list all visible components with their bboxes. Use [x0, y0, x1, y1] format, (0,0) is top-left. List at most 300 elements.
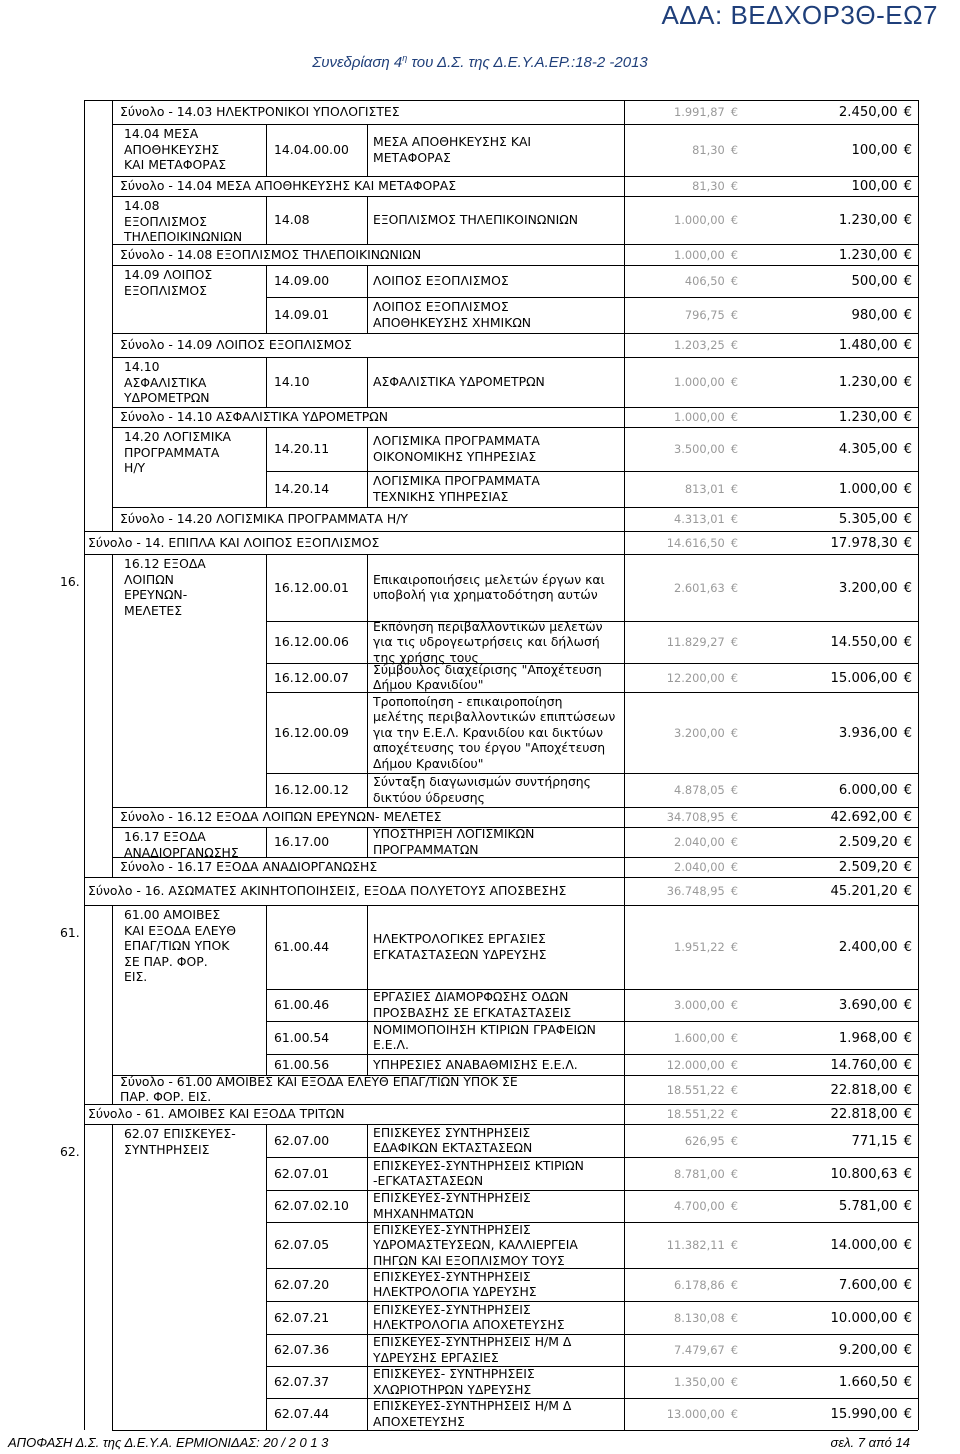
current-amount [742, 782, 912, 799]
euro-sign: € [730, 274, 738, 288]
prev-year-amount [624, 441, 738, 457]
col-rule-desc [367, 471, 368, 507]
prev-year-total-value: 18.551,22 [666, 1107, 725, 1121]
current-amount [742, 1133, 912, 1150]
col-rule-code [266, 1124, 267, 1157]
row-rule [112, 507, 918, 508]
current-amount [742, 834, 912, 851]
section-label: 14.08 ΕΞΟΠΛΙΣΜΟΣ ΤΗΛΕΠΟΙΚΙΝΩΝΙΩΝ [124, 198, 243, 245]
prev-year-amount-value: 12.200,00 [666, 670, 725, 685]
item-description: ΕΠΙΣΚΕΥΕΣ- ΣΥΝΤΗΡΗΣΕΙΣ ΧΛΩΡΙΟΤΗΡΩΝ ΥΔΡΕΥΣΗΣ [373, 1366, 535, 1397]
prev-year-total-value: 18.551,22 [666, 1082, 725, 1097]
euro-sign: € [730, 247, 738, 262]
euro-sign: € [903, 580, 912, 596]
prev-year-amount [624, 1342, 738, 1358]
col-rule-desc [367, 357, 368, 407]
current-amount [742, 481, 912, 498]
current-amount [742, 580, 912, 597]
euro-sign: € [903, 1407, 912, 1422]
item-description: ΕΠΙΣΚΕΥΕΣ-ΣΥΝΤΗΡΗΣΕΙΣ ΚΤΙΡΙΩΝ -ΕΓΚΑΤΑΣΤΑΣΕΩΝ [373, 1157, 584, 1189]
subtotal-label: Σύνολο - 14.20 ΛΟΓΙΣΜΙΚΑ ΠΡΟΓΡΑΜΜΑΤΑ Η/Υ [120, 511, 408, 527]
euro-sign: € [730, 1107, 738, 1121]
subtotal-label: Σύνολο - 14.03 ΗΛΕΚΤΡΟΝΙΚΟΙ ΥΠΟΛΟΓΙΣΤΕΣ [120, 104, 400, 120]
current-total [742, 883, 912, 900]
item-code: 61.00.44 [274, 939, 330, 954]
item-code: 62.07.36 [274, 1342, 330, 1357]
row-rule [266, 1268, 918, 1269]
row-rule [112, 176, 918, 177]
col-rule-desc [367, 554, 368, 621]
col-rule-desc [367, 1222, 368, 1268]
prev-year-amount [624, 374, 738, 390]
current-amount-value: 4.305,00 [838, 442, 898, 457]
current-amount [742, 634, 912, 651]
prev-year-total [624, 809, 738, 825]
prev-year-total-value: 81,30 [692, 179, 725, 193]
current-amount-value: 980,00 [851, 308, 898, 323]
euro-sign: € [903, 1310, 912, 1326]
current-amount [742, 725, 912, 742]
euro-sign: € [903, 512, 912, 527]
col-rule-code [266, 621, 267, 663]
prev-year-amount-value: 8.130,08 [674, 1310, 725, 1325]
prev-year-amount-value: 1.000,00 [674, 375, 725, 389]
row-rule [266, 1157, 918, 1158]
item-code: 16.12.00.12 [274, 782, 349, 797]
prev-year-amount [624, 1166, 738, 1182]
prev-year-amount [624, 782, 738, 798]
euro-sign: € [730, 1375, 738, 1389]
euro-sign: € [903, 940, 912, 955]
col-rule-desc [367, 989, 368, 1021]
prev-year-amount-value: 6.178,86 [674, 1277, 725, 1292]
footer-decision: ΑΠΟΦΑΣΗ Δ.Σ. της Δ.Ε.Υ.Α. ΕΡΜΙΟΝΙΔΑΣ: 20 / 2 0 1 3 [8, 1435, 329, 1450]
euro-sign: € [903, 1107, 912, 1122]
row-rule [112, 333, 918, 334]
col-rule-desc [367, 297, 368, 333]
item-description: ΛΟΙΠΟΣ ΕΞΟΠΛΙΣΜΟΣ ΑΠΟΘΗΚΕΥΣΗΣ ΧΗΜΙΚΩΝ [373, 299, 532, 330]
current-total [742, 1106, 912, 1123]
col-rule-code [266, 1054, 267, 1075]
euro-sign: € [730, 512, 738, 526]
col-rule-desc [367, 692, 368, 773]
euro-sign: € [730, 1238, 738, 1252]
item-code: 14.04.00.00 [274, 142, 349, 157]
euro-sign: € [730, 1199, 738, 1213]
prev-year-total [624, 247, 738, 263]
euro-sign: € [730, 375, 738, 389]
prev-year-amount [624, 1133, 738, 1149]
euro-sign: € [730, 580, 738, 595]
col-rule-code [266, 905, 267, 989]
col-rule-code [266, 427, 267, 471]
row-rule [112, 427, 918, 428]
euro-sign: € [903, 410, 912, 425]
current-amount-value: 15.006,00 [830, 670, 898, 686]
col-rule-desc [367, 1124, 368, 1157]
euro-sign: € [730, 1310, 738, 1325]
prev-year-amount [624, 142, 738, 158]
current-amount-value: 3.936,00 [838, 725, 898, 741]
row-rule [112, 357, 918, 358]
table-top-rule [84, 100, 918, 101]
table-left-rule [84, 100, 85, 1430]
current-amount-value: 5.781,00 [838, 1199, 898, 1214]
euro-sign: € [903, 535, 912, 551]
current-total-value: 22.818,00 [830, 1082, 898, 1098]
prev-year-total-value: 1.000,00 [674, 410, 725, 424]
item-description: Εκπόνηση περιβαλλοντικών μελετών για τις υδρογεωτρήσεις και δήλωσή της χρήσης τους [373, 618, 603, 665]
current-amount [742, 1198, 912, 1215]
group-number: 62. [60, 1144, 80, 1159]
item-code: 61.00.46 [274, 997, 330, 1012]
col-rule-desc [367, 265, 368, 297]
item-description: ΛΟΓΙΣΜΙΚΑ ΠΡΟΓΡΑΜΜΑΤΑ ΟΙΚΟΝΟΜΙΚΗΣ ΥΠΗΡΕΣΙΑΣ [373, 433, 540, 464]
prev-year-amount-value: 1.000,00 [674, 213, 725, 227]
prev-year-amount-value: 13.000,00 [666, 1407, 725, 1421]
item-description: ΕΠΙΣΚΕΥΕΣ ΣΥΝΤΗΡΗΣΕΙΣ ΕΔΑΦΙΚΩΝ ΕΚΤΑΣΤΑΣΕΩΝ [373, 1124, 533, 1156]
prev-year-total [624, 1106, 738, 1122]
current-amount [742, 1310, 912, 1327]
prev-year-amount [624, 1374, 738, 1390]
prev-year-amount [624, 1277, 738, 1293]
section-label: 14.04 ΜΕΣΑ ΑΠΟΘΗΚΕΥΣΗΣ ΚΑΙ ΜΕΤΑΦΟΡΑΣ [124, 126, 227, 173]
euro-sign: € [903, 105, 912, 120]
current-amount-value: 14.550,00 [830, 635, 898, 650]
subtotal-label: Σύνολο - 16.17 ΕΞΟΔΑ ΑΝΑΔΙΟΡΓΑΝΩΣΗΣ [120, 859, 378, 875]
euro-sign: € [903, 1133, 912, 1149]
session-prefix: Συνεδρίαση 4 [312, 54, 403, 71]
euro-sign: € [730, 1082, 738, 1097]
current-amount [742, 670, 912, 687]
prev-year-amount-value: 796,75 [684, 308, 725, 322]
prev-year-total [624, 511, 738, 527]
item-code: 14.20.11 [274, 441, 330, 456]
col-rule-code [266, 1268, 267, 1301]
euro-sign: € [903, 247, 912, 263]
current-amount-value: 2.400,00 [838, 940, 898, 955]
row-rule [266, 1366, 918, 1367]
row-rule [266, 1334, 918, 1335]
item-code: 14.08 [274, 212, 310, 227]
col-rule-code [266, 1334, 267, 1366]
euro-sign: € [903, 482, 912, 497]
euro-sign: € [730, 1277, 738, 1292]
euro-sign: € [903, 1030, 912, 1046]
euro-sign: € [903, 213, 912, 228]
current-total-value: 17.978,30 [830, 535, 898, 551]
euro-sign: € [730, 635, 738, 649]
section-label: 62.07 ΕΠΙΣΚΕΥΕΣ- ΣΥΝΤΗΡΗΣΕΙΣ [124, 1126, 236, 1157]
current-total-value: 1.230,00 [838, 247, 898, 263]
col-rule-section [112, 905, 113, 1104]
euro-sign: € [903, 670, 912, 686]
euro-sign: € [903, 143, 912, 158]
col-rule-desc [367, 663, 368, 692]
current-amount [742, 1166, 912, 1183]
prev-year-amount-value: 3.500,00 [674, 442, 725, 456]
col-rule-section [112, 100, 113, 531]
section-label: 14.20 ΛΟΓΙΣΜΙΚΑ ΠΡΟΓΡΑΜΜΑΤΑ Η/Υ [124, 429, 231, 476]
subtotal-label: Σύνολο - 61.00 ΑΜΟΙΒΕΣ ΚΑΙ ΕΞΟΔΑ ΕΛΕΥΘ ΕΠΑΓ/ΤΙΩΝ ΥΠΟΚ ΣΕ ΠΑΡ. ΦΟΡ. ΕΙΣ. [120, 1073, 518, 1105]
current-total [742, 859, 912, 876]
prev-year-amount [624, 307, 738, 323]
prev-year-amount-value: 11.829,27 [666, 635, 725, 649]
row-rule [266, 1301, 918, 1302]
grand-total-label: Σύνολο - 14. ΕΠΙΠΛΑ ΚΑΙ ΛΟΙΠΟΣ ΕΞΟΠΛΙΣΜΟΣ [88, 534, 380, 550]
item-code: 62.07.20 [274, 1276, 330, 1292]
prev-year-amount-value: 1.951,22 [674, 940, 725, 954]
col-rule-code [266, 1222, 267, 1268]
col-rule-code [266, 663, 267, 692]
item-code: 16.17.00 [274, 834, 330, 849]
session-suffix: του Δ.Σ. της Δ.Ε.Υ.Α.ΕΡ.:18-2 -2013 [407, 54, 648, 71]
col-rule-code [266, 1157, 267, 1190]
item-code: 16.12.00.09 [274, 724, 349, 740]
item-code: 14.10 [274, 374, 310, 389]
current-amount-value: 9.200,00 [838, 1343, 898, 1358]
current-amount-value: 10.800,63 [830, 1166, 898, 1182]
euro-sign: € [903, 1375, 912, 1390]
euro-sign: € [730, 998, 738, 1012]
euro-sign: € [903, 1238, 912, 1253]
col-rule-desc [367, 1054, 368, 1075]
euro-sign: € [903, 998, 912, 1013]
current-amount [742, 1406, 912, 1423]
row-rule [112, 124, 918, 125]
item-code: 62.07.37 [274, 1374, 330, 1389]
prev-year-total [624, 859, 738, 875]
current-amount [742, 1342, 912, 1359]
current-total-value: 2.450,00 [838, 105, 898, 120]
current-amount [742, 212, 912, 229]
row-rule [84, 554, 918, 555]
item-description: ΕΠΙΣΚΕΥΕΣ-ΣΥΝΤΗΡΗΣΕΙΣ ΗΛΕΚΤΡΟΛΟΓΙΑ ΥΔΡΕΥΣΗΣ [373, 1268, 537, 1300]
item-code: 14.20.14 [274, 481, 330, 496]
prev-year-amount [624, 1237, 738, 1253]
col-rule-code [266, 773, 267, 807]
euro-sign: € [903, 1166, 912, 1182]
subtotal-label: Σύνολο - 14.04 ΜΕΣΑ ΑΠΟΘΗΚΕΥΣΗΣ ΚΑΙ ΜΕΤΑΦΟΡΑΣ [120, 178, 457, 194]
euro-sign: € [903, 1343, 912, 1358]
current-amount-value: 1.230,00 [838, 375, 898, 390]
current-amount-value: 1.660,50 [838, 1375, 898, 1390]
col-rule-code [266, 265, 267, 297]
euro-sign: € [903, 860, 912, 875]
item-description: Επικαιροποιήσεις μελετών έργων και υποβολή για χρηματοδότηση αυτών [373, 571, 605, 603]
current-amount [742, 997, 912, 1014]
subtotal-label: Σύνολο - 14.08 ΕΞΟΠΛΙΣΜΟΣ ΤΗΛΕΠΟΙΚΙΝΩΝΙΩΝ [120, 246, 422, 262]
item-description: Σύμβουλος διαχείρισης "Αποχέτευση Δήμου Κρανιδίου" [373, 661, 602, 693]
prev-year-amount [624, 670, 738, 686]
col-rule-desc [367, 1190, 368, 1222]
item-description: ΝΟΜΙΜΟΠΟΙΗΣΗ ΚΤΙΡΙΩΝ ΓΡΑΦΕΙΩΝ Ε.Ε.Λ. [373, 1021, 596, 1053]
row-rule [84, 531, 918, 532]
current-total [742, 337, 912, 354]
row-rule [112, 196, 918, 197]
item-description: ΛΟΓΙΣΜΙΚΑ ΠΡΟΓΡΑΜΜΑΤΑ ΤΕΧΝΙΚΗΣ ΥΠΗΡΕΣΙΑΣ [373, 473, 540, 504]
prev-year-amount-value: 7.479,67 [674, 1343, 725, 1357]
prev-year-amount [624, 1406, 738, 1422]
euro-sign: € [730, 1343, 738, 1357]
current-amount-value: 100,00 [851, 143, 898, 158]
prev-year-total [624, 409, 738, 425]
item-description: Σύνταξη διαγωνισμών συντήρησης δικτύου ύδρευσης [373, 774, 591, 805]
euro-sign: € [903, 179, 912, 194]
col-rule-code [266, 827, 267, 857]
item-description: ΕΠΙΣΚΕΥΕΣ-ΣΥΝΤΗΡΗΣΕΙΣ ΥΔΡΟΜΑΣΤΕΥΣΕΩΝ, ΚΑΛΛΙΕΡΓΕΙΑ ΠΗΓΩΝ ΚΑΙ ΕΞΟΠΛΙΣΜΟΥ ΤΟΥΣ [373, 1221, 578, 1268]
current-total [742, 1082, 912, 1099]
prev-year-amount-value: 8.781,00 [674, 1166, 725, 1181]
euro-sign: € [903, 1082, 912, 1098]
col-rule-desc [367, 621, 368, 663]
current-amount [742, 1237, 912, 1254]
current-total-value: 2.509,20 [838, 860, 898, 875]
euro-sign: € [730, 179, 738, 193]
prev-year-amount-value: 3.000,00 [674, 998, 725, 1012]
euro-sign: € [730, 442, 738, 456]
current-total-value: 22.818,00 [830, 1107, 898, 1122]
euro-sign: € [730, 105, 738, 119]
row-rule [266, 471, 918, 472]
prev-year-amount-value: 406,50 [684, 274, 725, 288]
item-description: ΗΛΕΚΤΡΟΛΟΓΙΚΕΣ ΕΡΓΑΣΙΕΣ ΕΓΚΑΤΑΣΤΑΣΕΩΝ ΥΔΡΕΥΣΗΣ [373, 931, 547, 962]
section-label: 16.17 ΕΞΟΔΑ ΑΝΑΔΙΟΡΓΑΝΩΣΗΣ [124, 829, 239, 860]
item-description: ΕΠΙΣΚΕΥΕΣ-ΣΥΝΤΗΡΗΣΕΙΣ Η/Μ Δ ΑΠΟΧΕΤΕΥΣΗΣ [373, 1398, 572, 1429]
col-rule-desc [367, 196, 368, 244]
item-code: 16.12.00.06 [274, 634, 349, 649]
item-code: 62.07.02.10 [274, 1198, 349, 1213]
prev-year-total [624, 104, 738, 120]
euro-sign: € [903, 810, 912, 825]
euro-sign: € [730, 482, 738, 496]
euro-sign: € [730, 338, 738, 352]
col-rule-code [266, 297, 267, 333]
item-code: 61.00.54 [274, 1029, 330, 1045]
item-description: ΥΠΟΣΤΗΡΙΞΗ ΛΟΓΙΣΜΙΚΩΝ ΠΡΟΓΡΑΜΜΑΤΩΝ [373, 826, 535, 857]
current-amount [742, 1277, 912, 1294]
item-code: 16.12.00.01 [274, 579, 349, 595]
row-rule [112, 265, 918, 266]
current-amount [742, 1057, 912, 1074]
current-amount-value: 6.000,00 [838, 783, 898, 798]
col-rule-desc [367, 427, 368, 471]
col-rule-desc [367, 905, 368, 989]
row-rule [266, 1054, 918, 1055]
prev-year-amount [624, 212, 738, 228]
ada-code: ΑΔΑ: ΒΕΔΧΟΡ3Θ-ΕΩ7 [661, 0, 938, 30]
euro-sign: € [730, 670, 738, 685]
col-rule-code [266, 124, 267, 176]
euro-sign: € [903, 308, 912, 323]
current-amount [742, 142, 912, 159]
current-amount-value: 7.600,00 [838, 1277, 898, 1293]
col-rule-desc [367, 773, 368, 807]
prev-year-total [624, 883, 738, 899]
item-description: ΕΠΙΣΚΕΥΕΣ-ΣΥΝΤΗΡΗΣΕΙΣ ΗΛΕΚΤΡΟΛΟΓΙΑ ΑΠΟΧΕΤΕΥΣΗΣ [373, 1301, 565, 1333]
section-label: 14.09 ΛΟΙΠΟΣ ΕΞΟΠΛΙΣΜΟΣ [124, 267, 213, 298]
col-rule-desc [367, 1398, 368, 1430]
prev-year-amount [624, 997, 738, 1013]
prev-year-total-value: 14.616,50 [666, 535, 725, 550]
col-rule-section [112, 1124, 113, 1430]
prev-year-total-value: 36.748,95 [666, 884, 725, 898]
current-amount [742, 939, 912, 956]
prev-year-total-value: 4.313,01 [674, 512, 725, 526]
col-rule-code [266, 989, 267, 1021]
euro-sign: € [730, 810, 738, 824]
table-right-rule [918, 100, 919, 1430]
current-total [742, 409, 912, 426]
current-total-value: 1.480,00 [838, 338, 898, 353]
col-rule-code [266, 692, 267, 773]
prev-year-amount-value: 11.382,11 [666, 1238, 725, 1252]
prev-year-amount-value: 3.200,00 [674, 725, 725, 740]
row-rule [112, 407, 918, 408]
euro-sign: € [903, 274, 912, 289]
item-description: ΑΣΦΑΛΙΣΤΙΚΑ ΥΔΡΟΜΕΤΡΩΝ [373, 374, 545, 390]
current-amount [742, 1030, 912, 1047]
current-total [742, 178, 912, 195]
prev-year-amount [624, 481, 738, 497]
section-label: 61.00 ΑΜΟΙΒΕΣ ΚΑΙ ΕΞΟΔΑ ΕΛΕΥΘ ΕΠΑΓ/ΤΙΩΝ ΥΠΟΚ ΣΕ ΠΑΡ. ΦΟΡ. ΕΙΣ. [124, 907, 236, 985]
current-total-value: 42.692,00 [830, 810, 898, 825]
prev-year-total [624, 337, 738, 353]
prev-year-amount [624, 834, 738, 850]
euro-sign: € [730, 835, 738, 849]
prev-year-amount-value: 626,95 [684, 1133, 725, 1148]
item-code: 14.09.01 [274, 307, 330, 322]
current-total [742, 535, 912, 552]
current-amount-value: 500,00 [851, 274, 898, 289]
prev-year-total-value: 34.708,95 [666, 810, 725, 824]
euro-sign: € [730, 783, 738, 797]
current-amount-value: 3.690,00 [838, 998, 898, 1013]
prev-year-amount [624, 1310, 738, 1326]
subtotal-label: Σύνολο - 14.09 ΛΟΙΠΟΣ ΕΞΟΠΛΙΣΜΟΣ [120, 337, 352, 353]
current-amount-value: 2.509,20 [838, 835, 898, 850]
prev-year-amount-value: 4.700,00 [674, 1199, 725, 1213]
row-rule [112, 1430, 918, 1431]
current-total-value: 100,00 [851, 179, 898, 194]
current-amount-value: 14.760,00 [830, 1057, 898, 1073]
prev-year-amount-value: 12.000,00 [666, 1057, 725, 1072]
col-rule-desc [367, 1334, 368, 1366]
prev-year-amount [624, 634, 738, 650]
euro-sign: € [903, 725, 912, 741]
item-description: Τροποποίηση - επικαιροποίηση μελέτης περιβαλλοντικών επιπτώσεων για την Ε.Ε.Λ. Κρανιδίου και δικτύων αποχέτευσης του έργου "Αποχέτευση Δήμου Κρανιδίου" [373, 693, 616, 771]
euro-sign: € [903, 635, 912, 650]
current-total-value: 5.305,00 [838, 512, 898, 527]
row-rule [266, 989, 918, 990]
prev-year-amount [624, 939, 738, 955]
col-rule-code [266, 1021, 267, 1054]
col-rule-code [266, 1398, 267, 1430]
prev-year-amount [624, 273, 738, 289]
current-amount-value: 1.000,00 [838, 482, 898, 497]
col-rule-desc [367, 1268, 368, 1301]
row-rule [112, 807, 918, 808]
item-code: 62.07.00 [274, 1132, 330, 1148]
euro-sign: € [730, 1030, 738, 1045]
current-amount [742, 374, 912, 391]
euro-sign: € [730, 725, 738, 740]
euro-sign: € [730, 410, 738, 424]
euro-sign: € [730, 143, 738, 157]
grand-total-label: Σύνολο - 16. ΑΣΩΜΑΤΕΣ ΑΚΙΝΗΤΟΠΟΙΗΣΕΙΣ, ΕΞΟΔΑ ΠΟΛΥΕΤΟΥΣ ΑΠΟΣΒΕΣΗΣ [88, 883, 567, 899]
euro-sign: € [903, 783, 912, 798]
euro-sign: € [730, 1133, 738, 1148]
